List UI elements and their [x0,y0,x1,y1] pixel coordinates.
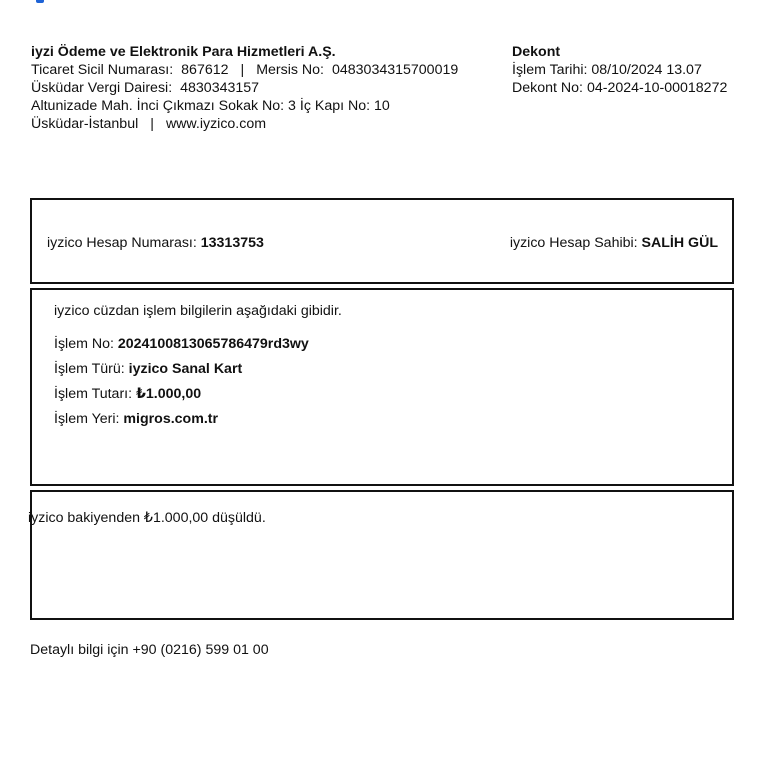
receipt-date-line [512,61,727,79]
transaction-id-label: İşlem No: [54,336,114,352]
logo-fragment [36,0,44,3]
receipt-no-value: 04-2024-10-00018272 [586,80,728,96]
receipt-title: Dekont [512,44,561,60]
company-registry-line [31,61,458,79]
receipt-date-value: 08/10/2024 13.07 [591,62,702,78]
transaction-place [54,411,218,427]
account-number-label: iyzico Hesap Numarası: [47,235,197,251]
transaction-type-value: iyzico Sanal Kart [128,361,243,377]
account-number-value: 13313753 [200,235,264,251]
mersis-label: Mersis No: [256,62,324,78]
company-address: Altunizade Mah. İnci Çıkmazı Sokak No: 3 İç Kapı No: 10 [31,98,390,114]
receipt-no-line [512,79,727,97]
balance-box [30,490,734,620]
transaction-box [30,288,734,486]
company-info [31,43,458,133]
company-city-line [31,115,458,133]
account-holder-label: iyzico Hesap Sahibi: [509,235,638,251]
transaction-amount-label: İşlem Tutarı: [54,386,133,402]
separator: | [240,62,245,78]
account-holder-value: SALİH GÜL [641,235,718,251]
transaction-id-value: 2024100813065786479rd3wy [117,336,309,352]
transaction-place-value: migros.com.tr [123,411,219,427]
receipt-meta [512,43,727,97]
transaction-amount-value: ₺1.000,00 [136,386,202,402]
tax-office-value: 4830343157 [180,80,260,96]
tax-office-label: Üsküdar Vergi Dairesi: [31,80,173,96]
company-city: Üsküdar-İstanbul [31,116,139,132]
footer-contact: Detaylı bilgi için +90 (0216) 599 01 00 [30,642,269,658]
transaction-type [54,361,242,377]
company-website: www.iyzico.com [165,116,267,132]
transaction-place-label: İşlem Yeri: [54,411,120,427]
mersis-value: 0483034315700019 [332,62,459,78]
trade-registry-label: Ticaret Sicil Numarası: [31,62,174,78]
account-number [47,235,264,251]
trade-registry-value: 867612 [181,62,229,78]
receipt-no-label: Dekont No: [512,80,583,96]
transaction-intro: iyzico cüzdan işlem bilgilerin aşağıdaki gibidir. [54,303,342,319]
transaction-id [54,336,309,352]
balance-deduction-text: iyzico bakiyenden ₺1.000,00 düşüldü. [28,510,266,526]
transaction-type-label: İşlem Türü: [54,361,125,377]
transaction-amount [54,386,201,402]
receipt-date-label: İşlem Tarihi: [512,62,588,78]
account-box [30,198,734,284]
company-name: iyzi Ödeme ve Elektronik Para Hizmetleri A.Ş. [31,44,336,60]
company-tax-line [31,79,458,97]
separator: | [150,116,154,132]
account-holder [510,235,718,251]
